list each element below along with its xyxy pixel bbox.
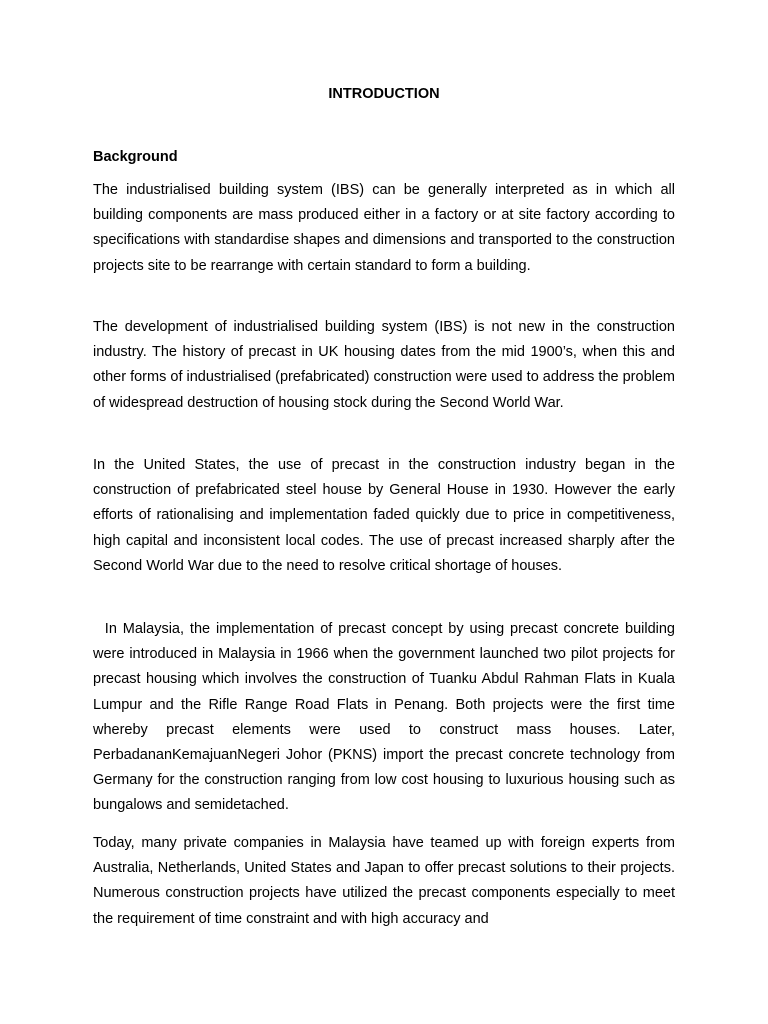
- section-heading-background: Background: [93, 149, 178, 165]
- paragraph-today: Today, many private companies in Malaysia have teamed up with foreign experts from Australia, Netherlands, United States and Japan to offer precast solutions to their projects. Numerous construction projects have utilized the precast components especially to meet the requirement of time constraint and with high accuracy and: [93, 835, 675, 927]
- paragraph-malaysia: In Malaysia, the implementation of precast concept by using precast concrete building were introduced in Malaysia in 1966 when the government launched two pilot projects for precast housing which involves the construction of Tuanku Abdul Rahman Flats in Kuala Lumpur and the Rifle Range Road Flats in Penang. Both projects were the first time whereby precast elements were used to construct mass houses. Later, PerbadananKemajuanNegeri Johor (PKNS) import the precast concrete technology from Germany for the construction ranging from low cost housing to luxurious housing such as bungalows and semidetached.: [93, 621, 680, 814]
- paragraph-ibs-definition: The industrialised building system (IBS) can be generally interpreted as in which all building components are mass produced either in a factory or at site factory according to specifications with standardise shapes and dimensions and transported to the construction projects site to be rearrange with certain standard to form a building.: [93, 182, 675, 274]
- paragraph-united-states: In the United States, the use of precast in the construction industry began in the construction of prefabricated steel house by General House in 1930. However the early efforts of rationalising and implementation faded quickly due to price in competitiveness, high capital and inconsistent local codes. The use of precast increased sharply after the Second World War due to the need to resolve critical shortage of houses.: [93, 457, 675, 574]
- paragraph-ibs-history-uk: The development of industrialised building system (IBS) is not new in the construction industry. The history of precast in UK housing dates from the mid 1900’s, when this and other forms of industrialised (prefabricated) construction were used to address the problem of widespread destruction of housing stock during the Second World War.: [93, 319, 675, 411]
- page-title: INTRODUCTION: [328, 86, 440, 102]
